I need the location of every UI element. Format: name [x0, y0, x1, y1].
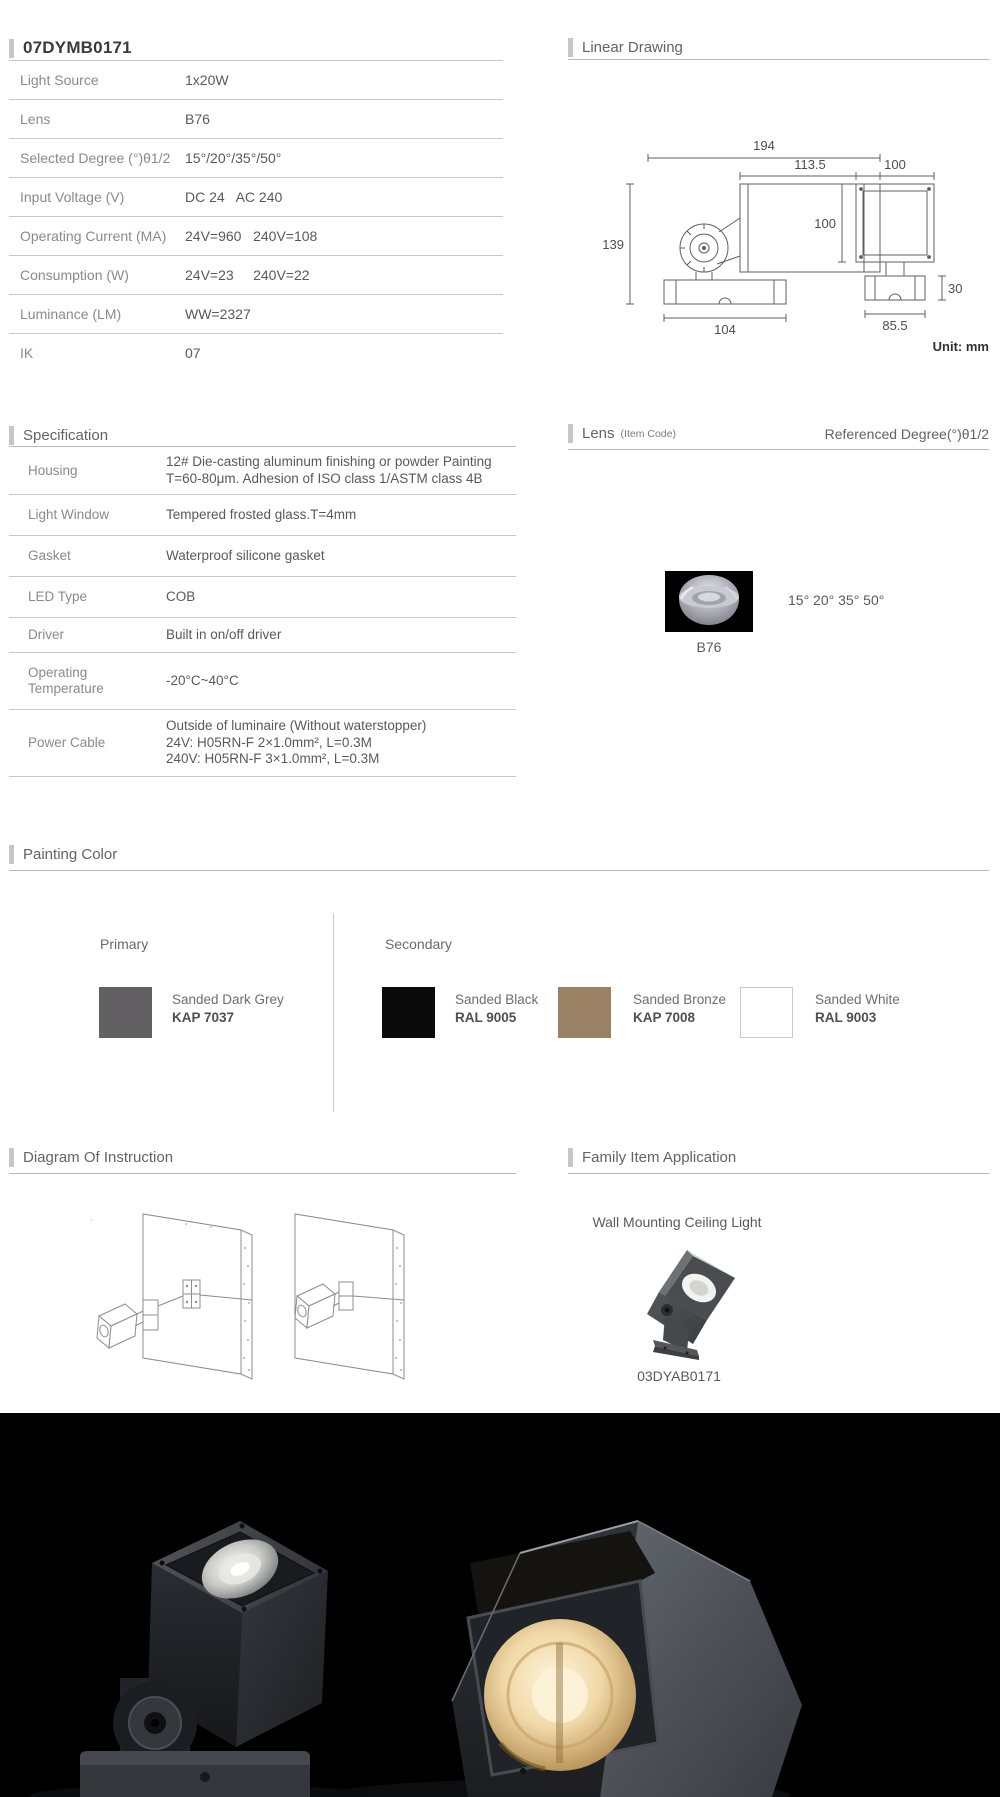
section-accent-bar [9, 1148, 14, 1167]
spec-value-line: Built in on/off driver [166, 626, 282, 642]
spec-label: Housing [28, 462, 78, 478]
linear-drawing-header [568, 36, 989, 60]
spec-value-line: Tempered frosted glass.T=4mm [166, 506, 357, 522]
table-row [9, 60, 503, 99]
product-table [9, 36, 503, 372]
row-label: Lens [20, 111, 51, 127]
table-row [9, 138, 503, 177]
section-accent-bar [9, 845, 14, 864]
product-title-row [9, 36, 503, 60]
spec-value-line: Waterproof silicone gasket [166, 547, 325, 563]
swatch-labels [815, 991, 900, 1027]
family-item-title: Wall Mounting Ceiling Light [592, 1214, 762, 1230]
spec-row [9, 577, 516, 618]
spec-row [9, 536, 516, 577]
spec-label: Driver [28, 627, 64, 642]
specification-header [9, 424, 516, 447]
linear-drawing-section [568, 36, 989, 60]
table-row [9, 255, 503, 294]
section-title: Specification [23, 426, 109, 444]
row-label: Luminance (LM) [20, 306, 122, 322]
row-label: Operating Current (MA) [20, 228, 167, 244]
swatch-name: Sanded Bronze [633, 992, 727, 1007]
painting-color-header [9, 845, 989, 871]
table-row [9, 216, 503, 255]
section-accent-bar [568, 38, 573, 57]
section-title: Linear Drawing [582, 39, 683, 56]
spec-label: Temperature [28, 681, 104, 696]
lens-item-code: B76 [696, 639, 722, 655]
spec-label: Power Cable [28, 735, 106, 750]
section-title: Family Item Application [582, 1149, 737, 1166]
dim-label: 194 [753, 138, 775, 153]
dim-label: 139 [602, 237, 624, 252]
row-value: 24V=960 240V=108 [185, 228, 318, 244]
section-accent-bar [568, 424, 573, 443]
family-item-image [635, 1248, 763, 1360]
spec-label: Operating [28, 665, 88, 680]
row-value: 1x20W [185, 72, 229, 88]
section-title: Diagram Of Instruction [23, 1149, 174, 1166]
swatch-name: Sanded Dark Grey [172, 992, 284, 1007]
spec-value-line: COB [166, 588, 196, 604]
title-accent-bar [9, 39, 14, 58]
dim-label: 100 [884, 157, 906, 172]
swatch-name: Sanded Black [455, 992, 539, 1007]
lens-degrees: 15° 20° 35° 50° [788, 592, 885, 608]
swatch-labels [633, 991, 726, 1027]
spec-value-line: 12# Die-casting aluminum finishing or powder Painting [166, 454, 492, 469]
swatch-code: RAL 9003 [815, 1010, 877, 1025]
row-label: Selected Degree (°)θ1/2 [20, 150, 171, 166]
spec-value-line: 24V: H05RN-F 2×1.0mm², L=0.3M [166, 734, 372, 750]
unit-label: Unit: mm [932, 339, 989, 354]
spec-row [9, 653, 516, 710]
swatch-code: RAL 9005 [455, 1010, 517, 1025]
dim-label: 30 [948, 281, 963, 296]
spec-value-line: 240V: H05RN-F 3×1.0mm², L=0.3M [166, 751, 380, 767]
specification-section [9, 424, 516, 777]
swatch-labels [455, 991, 538, 1027]
swatch-name: Sanded White [815, 992, 900, 1007]
family-section-header [568, 1148, 989, 1174]
swatch-code: KAP 7008 [633, 1010, 696, 1025]
section-accent-bar [9, 426, 14, 445]
row-value: WW=2327 [185, 306, 251, 322]
swatch-code: KAP 7037 [172, 1010, 235, 1025]
section-title-note: (Item Code) [620, 427, 676, 440]
color-swatch-black [382, 987, 435, 1038]
referenced-degree-header: Referenced Degree(°)θ1/2 [824, 425, 989, 442]
color-swatch-bronze [558, 987, 611, 1038]
color-swatch-white [740, 987, 793, 1038]
lens-image [665, 571, 753, 632]
spec-row [9, 495, 516, 536]
section-accent-bar [568, 1148, 573, 1167]
spec-row [9, 710, 516, 777]
dim-label: 104 [714, 322, 736, 337]
table-row [9, 294, 503, 333]
spec-label: LED Type [28, 589, 88, 604]
spec-label: Gasket [28, 548, 71, 563]
product-photo-render [0, 1413, 1000, 1797]
spec-value-line: T=60-80μm. Adhesion of ISO class 1/ASTM class 4B [166, 470, 483, 486]
dim-label: 85.5 [882, 318, 908, 333]
primary-secondary-divider [333, 913, 334, 1112]
spec-row [9, 447, 516, 495]
section-title: Painting Color [23, 846, 118, 863]
lens-render [665, 571, 753, 632]
row-value: DC 24 AC 240 [185, 189, 283, 205]
diagram-section-header [9, 1148, 516, 1174]
section-title: Lens [582, 425, 615, 442]
primary-label: Primary [100, 936, 149, 952]
swatch-labels [172, 991, 284, 1027]
lens-section-header [568, 424, 989, 450]
secondary-label: Secondary [385, 936, 452, 952]
spec-value-line: Outside of luminaire (Without waterstopper) [166, 718, 427, 734]
table-row [9, 177, 503, 216]
row-value: 07 [185, 345, 201, 361]
family-item-code: 03DYAB0171 [637, 1368, 721, 1384]
row-label: IK [20, 345, 34, 361]
dim-label: 100 [814, 216, 836, 231]
row-label: Consumption (W) [20, 267, 129, 283]
spec-label: Light Window [28, 507, 110, 522]
instruction-diagrams [91, 1208, 461, 1398]
row-value: B76 [185, 111, 210, 127]
product-photo [0, 1413, 1000, 1797]
color-swatch-dark-grey [99, 987, 152, 1038]
dim-label: 113.5 [794, 157, 826, 172]
row-label: Light Source [20, 72, 99, 88]
table-row [9, 99, 503, 138]
spec-row [9, 618, 516, 653]
row-value: 15°/20°/35°/50° [185, 150, 282, 166]
row-label: Input Voltage (V) [20, 189, 125, 205]
technical-drawing [568, 100, 989, 340]
table-row [9, 333, 503, 372]
row-value: 24V=23 240V=22 [185, 267, 310, 283]
spec-value-line: -20°C~40°C [166, 672, 239, 688]
page-title: 07DYMB0171 [23, 38, 132, 57]
